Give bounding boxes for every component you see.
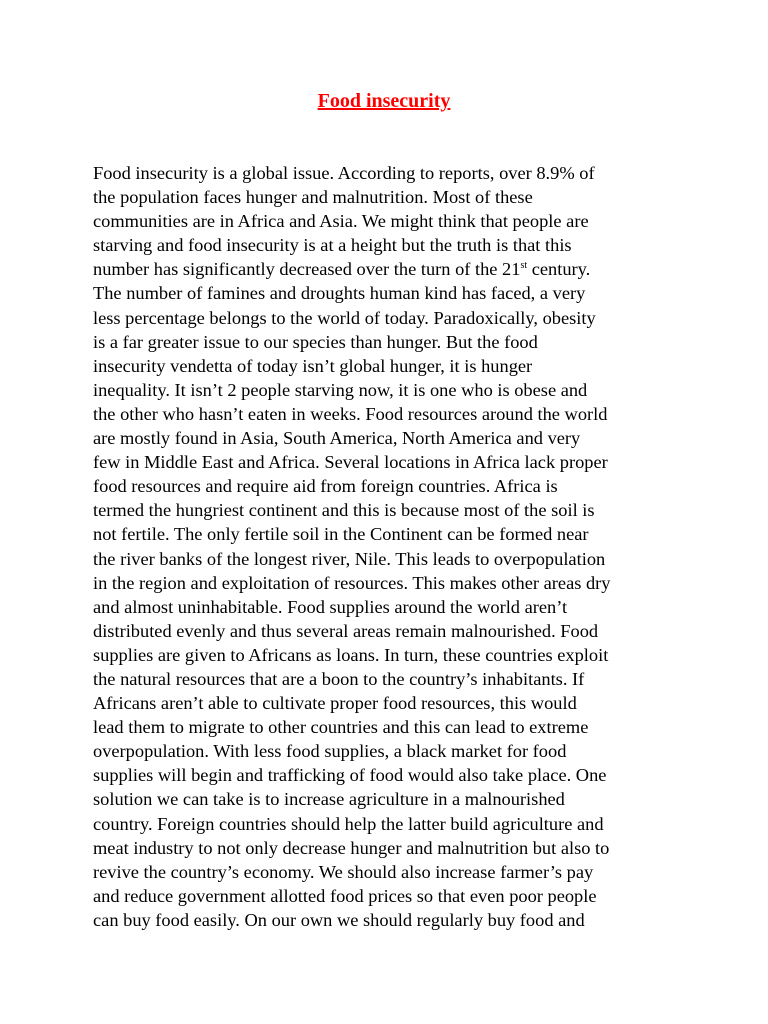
paragraph-line: the other who hasn’t eaten in weeks. Food resources around the world (93, 403, 608, 424)
paragraph-line: overpopulation. With less food supplies, a black market for food (93, 741, 567, 762)
paragraph-line: Africans aren’t able to cultivate proper food resources, this would (93, 693, 577, 714)
paragraph-line: food resources and require aid from foreign countries. Africa is (93, 476, 558, 497)
paragraph-line: the natural resources that are a boon to the country’s inhabitants. If (93, 668, 585, 689)
paragraph-line: and reduce government allotted food prices so that even poor people (93, 885, 597, 906)
line-text-after: century. (527, 259, 591, 280)
paragraph-line: The number of famines and droughts human kind has faced, a very (93, 283, 586, 304)
paragraph-line: lead them to migrate to other countries and this can lead to extreme (93, 717, 589, 738)
paragraph-line: Food insecurity is a global issue. According to reports, over 8.9% of (93, 163, 595, 183)
paragraph-line: revive the country’s economy. We should also increase farmer’s pay (93, 861, 594, 882)
ordinal-superscript: st (520, 260, 528, 272)
paragraph-line: distributed evenly and thus several areas remain malnourished. Food (93, 620, 599, 641)
paragraph-line: can buy food easily. On our own we should regularly buy food and (93, 909, 585, 930)
paragraph-line: less percentage belongs to the world of today. Paradoxically, obesity (93, 307, 596, 328)
document-title: Food insecurity (317, 90, 451, 112)
paragraph-line: country. Foreign countries should help the latter build agriculture and (93, 813, 604, 834)
paragraph-line: insecurity vendetta of today isn’t global hunger, it is hunger (93, 355, 533, 376)
paragraph-line: not fertile. The only fertile soil in the Continent can be formed near (93, 524, 589, 545)
paragraph-line: in the region and exploitation of resources. This makes other areas dry (93, 572, 611, 593)
paragraph-line: few in Middle East and Africa. Several locations in Africa lack proper (93, 452, 608, 473)
paragraph-line: inequality. It isn’t 2 people starving now, it is one who is obese and (93, 379, 588, 400)
paragraph-line: supplies are given to Africans as loans. In turn, these countries exploit (93, 644, 609, 665)
paragraph-line: termed the hungriest continent and this is because most of the soil is (93, 500, 595, 521)
paragraph-line: are mostly found in Asia, South America, North America and very (93, 428, 581, 449)
paragraph-line (93, 257, 693, 281)
paragraph-line: and almost uninhabitable. Food supplies around the world aren’t (93, 596, 568, 617)
paragraph-line: the population faces hunger and malnutrition. Most of these (93, 187, 533, 208)
paragraph-line: is a far greater issue to our species than hunger. But the food (93, 331, 538, 352)
paragraph-line: communities are in Africa and Asia. We might think that people are (93, 211, 589, 232)
paragraph-line: starving and food insecurity is at a height but the truth is that this (93, 235, 572, 256)
paragraph-line: the river banks of the longest river, Nile. This leads to overpopulation (93, 548, 606, 569)
paragraph-line: meat industry to not only decrease hunger and malnutrition but also to (93, 837, 610, 858)
paragraph-line: supplies will begin and trafficking of food would also take place. One (93, 765, 607, 786)
paragraph-line: solution we can take is to increase agriculture in a malnourished (93, 789, 565, 810)
body-paragraph (93, 161, 693, 932)
line-text-before: number has significantly decreased over the turn of the 21 (93, 259, 521, 280)
